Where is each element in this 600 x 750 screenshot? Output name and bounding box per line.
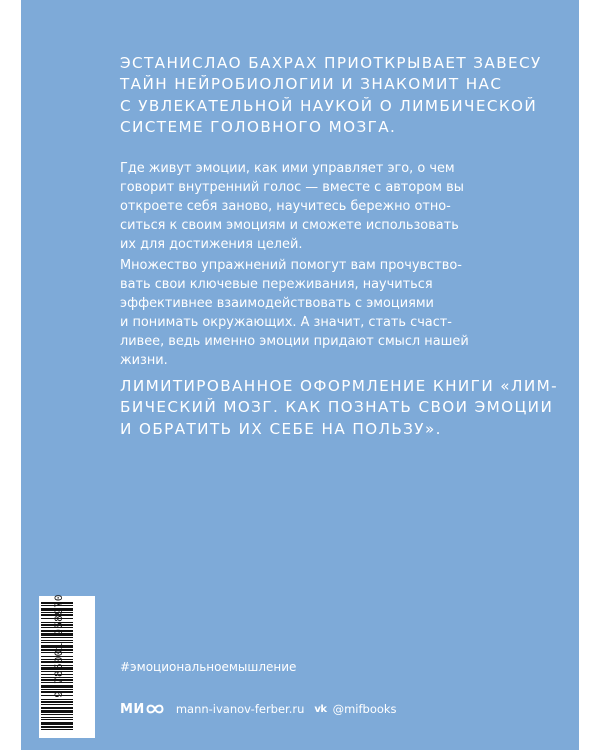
infinity-icon [146,703,164,715]
publisher-footer [120,701,397,717]
publisher-logo [120,702,164,717]
vk-icon: vk [314,703,327,715]
website-link[interactable]: mann-ivanov-ferber.ru [175,702,305,716]
limited-edition-text: ЛИМИТИРОВАННОЕ ОФОРМЛЕНИЕ КНИГИ «ЛИМ- БИЧЕСКИЙ МОЗГ. КАК ПОЗНАТЬ СВОИ ЭМОЦИИ И ОБРАТИТЬ ИХ СЕБЕ НА ПОЛЬЗУ». [120,377,558,438]
logo-text: МИ [120,701,145,717]
barcode-bars [39,596,95,738]
paragraph-2: Множество упражнений помогут вам прочувство- вать свои ключевые переживания, научиться эффективнее взаимодействовать с эмоциями и понимать окружающих. А значит, стать счаст- ливее, ведь именно эмоции придают смысл нашей жизни. [120,258,469,368]
lead-text: ЭСТАНИСЛАО БАХРАХ ПРИОТКРЫВАЕТ ЗАВЕСУ ТАЙН НЕЙРОБИОЛОГИИ И ЗНАКОМИТ НАС С УВЛЕКАТЕЛЬНОЙ НАУКОЙ О ЛИМБИЧЕСКОЙ СИСТЕМЕ ГОЛОВНОГО МОЗГА. [120,54,542,137]
social-handle[interactable]: @mifbooks [332,702,397,716]
barcode-number: 9 785001 958970 [54,594,66,698]
barcode [39,596,95,738]
hashtag: #эмоциональноемышление [120,660,297,674]
paragraph-1: Где живут эмоции, как ими управляет эго, о чем говорит внутренний голос — вместе с автором вы откроете себя заново, научитесь бережно отно- ситься к своим эмоциям и сможете использовать их для достижения целей. [120,161,464,252]
